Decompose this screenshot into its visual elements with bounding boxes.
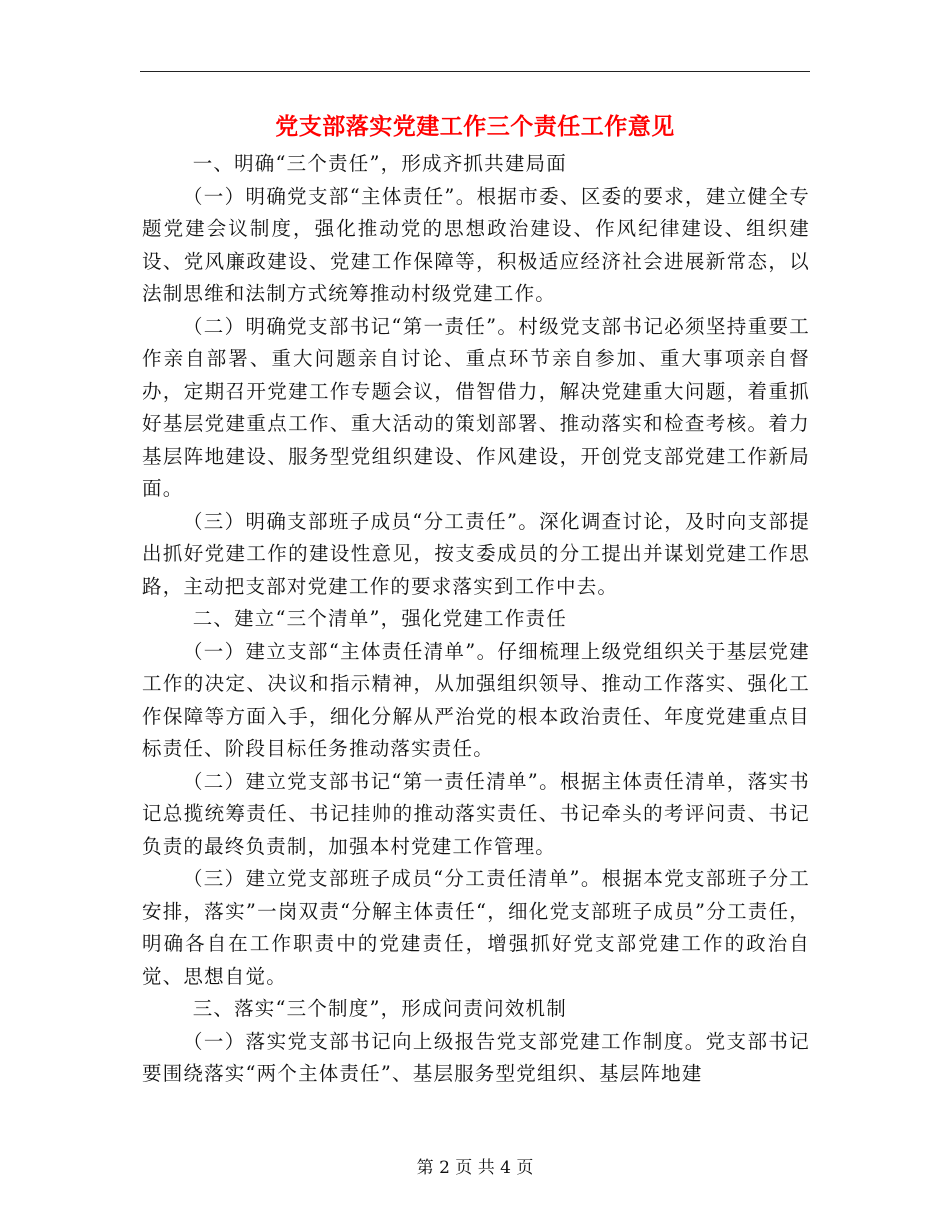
document-body (142, 148, 810, 1091)
section-heading: 三、落实“三个制度”，形成问责问效机制 (192, 997, 567, 1020)
body-paragraph: （一）落实党支部书记向上级报告党支部党建工作制度。党支部书记要围绕落实“两个主体责任”、基层服务型党组织、基层阵地建 (142, 1029, 810, 1085)
body-paragraph: （二）建立党支部书记“第一责任清单”。根据主体责任清单，落实书记总揽统筹责任、书记挂帅的推动落实责任、书记牵头的考评问责、书记负责的最终负责制，加强本村党建工作管理。 (142, 769, 810, 858)
body-paragraph: （一）明确党支部“主体责任”。根据市委、区委的要求，建立健全专题党建会议制度，强化推动党的思想政治建设、作风纪律建设、组织建设、党风廉政建设、党建工作保障等，积极适应经济社会进展新常态，以法制思维和法制方式统筹推动村级党建工作。 (142, 184, 810, 305)
header-rule (140, 71, 810, 72)
body-paragraph: （一）建立支部“主体责任清单”。仔细梳理上级党组织关于基层党建工作的决定、决议和指示精神，从加强组织领导、推动工作落实、强化工作保障等方面入手，细化分解从严治党的根本政治责任、年度党建重点目标责任、阶段目标任务推动落实责任。 (142, 639, 810, 760)
document-title: 党支部落实党建工作三个责任工作意见 (275, 113, 675, 140)
page-number: 第 2 页 共 4 页 (416, 1158, 534, 1178)
body-paragraph: （二）明确党支部书记“第一责任”。村级党支部书记必须坚持重要工作亲自部署、重大问题亲自讨论、重点环节亲自参加、重大事项亲自督办，定期召开党建工作专题会议，借智借力，解决党建重大问题，着重抓好基层党建重点工作、重大活动的策划部署、推动落实和检查考核。着力基层阵地建设、服务型党组织建设、作风建设，开创党支部党建工作新局面。 (142, 314, 810, 500)
section-heading: 二、建立“三个清单”，强化党建工作责任 (192, 607, 567, 630)
body-paragraph: （三）建立党支部班子成员“分工责任清单”。根据本党支部班子分工安排，落实”一岗双责“分解主体责任“，细化党支部班子成员”分工责任，明确各自在工作职责中的党建责任，增强抓好党支部党建工作的政治自觉、思想自觉。 (142, 867, 810, 988)
body-paragraph: （三）明确支部班子成员“分工责任”。深化调查讨论，及时向支部提出抓好党建工作的建设性意见，按支委成员的分工提出并谋划党建工作思路，主动把支部对党建工作的要求落实到工作中去。 (142, 509, 810, 598)
section-heading: 一、明确“三个责任”，形成齐抓共建局面 (192, 152, 567, 175)
